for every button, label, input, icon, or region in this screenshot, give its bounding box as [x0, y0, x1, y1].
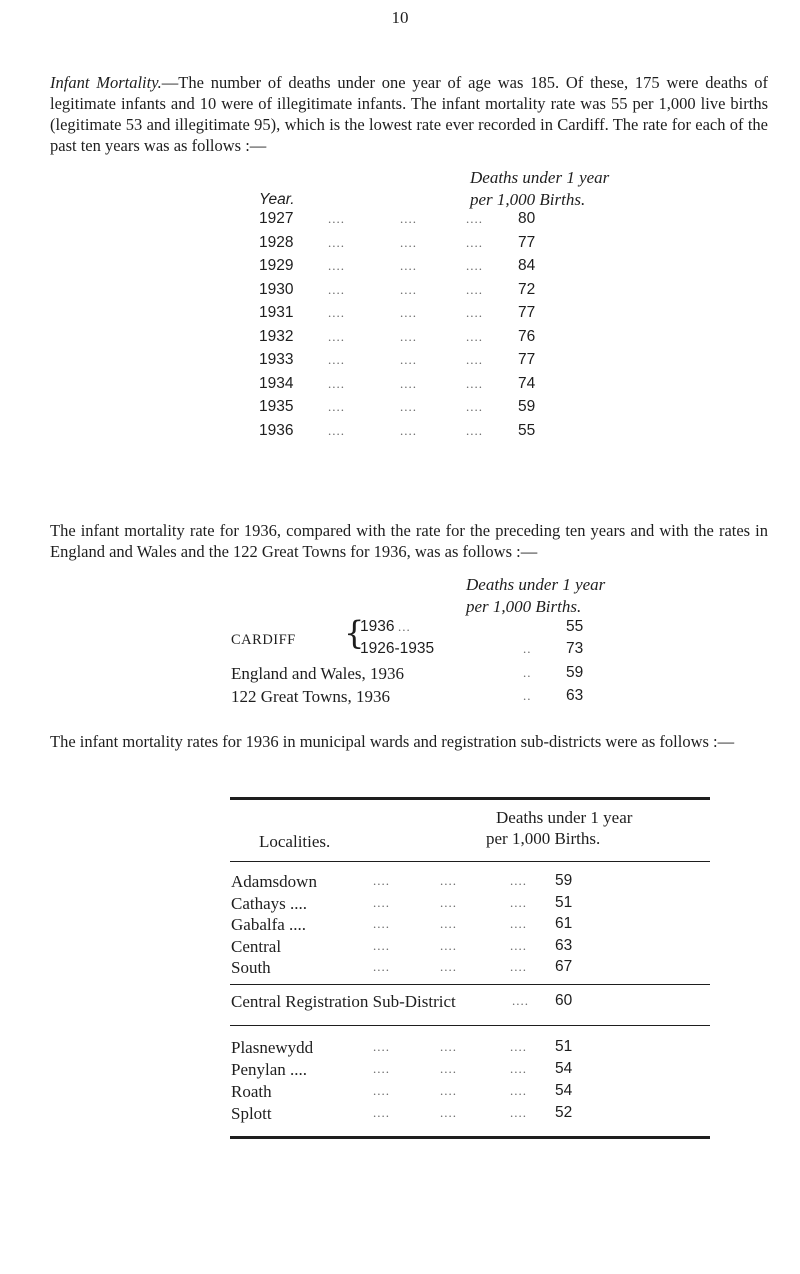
- table-row-rate: 77: [518, 304, 536, 321]
- locality-name: Central: [231, 936, 282, 956]
- t2-cardiff-decade-label: 1926-1935: [360, 640, 435, 657]
- leader-dots: ....: [373, 1105, 390, 1120]
- leader-dots: ....: [510, 1105, 527, 1120]
- leader-dots: ....: [373, 916, 390, 931]
- t3-central-sub-district-name: Central Registration Sub-District: [231, 992, 456, 1011]
- leader-dots: ....: [373, 1083, 390, 1098]
- leader-dots: ....: [400, 328, 417, 344]
- t1-deaths-header-1: Deaths under 1 year: [470, 168, 610, 187]
- table-row-year: 1930: [259, 280, 294, 298]
- leader-dots: ....: [328, 352, 345, 367]
- leader-dots: ....: [400, 399, 417, 414]
- leader-dots: ....: [400, 258, 417, 273]
- leader-dots: ....: [510, 1083, 527, 1098]
- t2-england-label: England and Wales, 1936: [231, 664, 405, 683]
- paragraph-3: The infant mortality rates for 1936 in municipal wards and registration sub-districts were as follows :—: [50, 732, 735, 751]
- locality-name: Splott: [231, 1104, 272, 1123]
- leader-dots: ....: [440, 1061, 457, 1076]
- t3-bottom-rule: [230, 1136, 710, 1139]
- t3-top-rule: [230, 797, 710, 800]
- leader-dots: ....: [373, 1039, 390, 1054]
- locality-rate: 51: [555, 1038, 573, 1055]
- t2-cardiff-decade-value: 73: [566, 640, 584, 657]
- locality-rate: 54: [555, 1060, 573, 1077]
- t3-header-rule: [230, 861, 710, 862]
- leader-dots: ....: [510, 1061, 527, 1076]
- leader-dots: ....: [466, 305, 483, 320]
- locality-name: Roath: [231, 1082, 272, 1101]
- intro-text: —The number of deaths under one year of age was 185. Of these, 175 were deaths of legitimate infants and 10 were of illegitimate infants. The infant mortality rate was 55 per 1,000 live births (legitimate 53 and illegitimate 95), which is the lowest rate ever recorded in Cardiff. The rate for each of the past ten years was as follows :—: [50, 73, 768, 155]
- paragraph-2: The infant mortality rate for 1936, compared with the rate for the preceding ten years and with the rates in England and Wales and the 122 Great Towns for 1936, was as follows :—: [50, 521, 768, 561]
- t3-deaths-header-2: per 1,000 Births.: [486, 829, 601, 848]
- leader-dots: ....: [328, 211, 345, 226]
- leader-dots: ....: [400, 234, 417, 250]
- t3-central-sub-district-rate: 60: [555, 992, 573, 1009]
- leader-dots: ....: [373, 894, 390, 910]
- t3-leader-dots: ....: [512, 993, 529, 1008]
- table-row-year: 1927: [259, 210, 294, 227]
- table-row-year: 1932: [259, 327, 294, 345]
- leader-dots: ....: [510, 894, 527, 910]
- leader-dots: ....: [400, 281, 417, 297]
- leader-dots: ....: [400, 352, 417, 367]
- leader-dots: ....: [328, 281, 345, 297]
- t2-cardiff-label: CARDIFF: [231, 632, 296, 648]
- locality-rate: 67: [555, 958, 573, 975]
- t2-cardiff-brace: {: [344, 614, 365, 652]
- leader-dots: ....: [466, 328, 483, 344]
- leader-dots: ....: [510, 916, 527, 931]
- locality-rate: 54: [555, 1082, 573, 1099]
- leader-dots: ....: [440, 1039, 457, 1054]
- leader-dots: ....: [400, 422, 417, 438]
- table-row-rate: 59: [518, 398, 536, 415]
- t3-localities-header: Localities.: [259, 832, 331, 851]
- leader-dots: ....: [440, 916, 457, 931]
- leader-dots: ....: [328, 375, 345, 391]
- locality-rate: 59: [555, 872, 573, 889]
- table-row-rate: 84: [518, 257, 536, 274]
- t3-deaths-header-1: Deaths under 1 year: [496, 808, 633, 827]
- leader-dots: ....: [400, 375, 417, 391]
- leader-dots: ....: [466, 258, 483, 273]
- leader-dots: ....: [373, 873, 390, 888]
- t1-deaths-header-2: per 1,000 Births.: [470, 190, 586, 209]
- leader-dots: ....: [466, 211, 483, 226]
- table-row-year: 1933: [259, 351, 294, 368]
- locality-rate: 52: [555, 1104, 573, 1121]
- leader-dots: ....: [328, 399, 345, 414]
- leader-dots: ....: [510, 959, 527, 974]
- table-row-year: 1929: [259, 257, 294, 274]
- table-row-year: 1934: [259, 374, 294, 392]
- leader-dots: ....: [373, 937, 390, 953]
- table-row-rate: 76: [518, 327, 536, 345]
- leader-dots: ....: [466, 352, 483, 367]
- table-row-year: 1936: [259, 421, 294, 439]
- t2-leader-dots: ..: [523, 641, 532, 656]
- locality-name: South: [231, 958, 271, 977]
- page-number: 10: [391, 8, 409, 27]
- t2-cardiff-1936-label: 1936: [360, 618, 395, 635]
- t3-divider-rule: [230, 1025, 710, 1026]
- leader-dots: ....: [328, 305, 345, 320]
- locality-name: Penylan ....: [231, 1060, 308, 1079]
- t2-towns-value: 63: [566, 687, 584, 704]
- table-row-rate: 55: [518, 421, 536, 439]
- leader-dots: ....: [510, 873, 527, 888]
- table-row-year: 1931: [259, 304, 294, 321]
- t2-england-value: 59: [566, 664, 584, 681]
- locality-rate: 63: [555, 936, 573, 954]
- table-row-rate: 77: [518, 233, 536, 251]
- leader-dots: ....: [466, 281, 483, 297]
- intro-lead: Infant Mortality.: [50, 73, 162, 92]
- leader-dots: ....: [328, 258, 345, 273]
- t2-leader-dots: ...: [398, 619, 411, 634]
- locality-rate: 51: [555, 893, 573, 911]
- t2-deaths-header-2: per 1,000 Births.: [466, 597, 582, 616]
- leader-dots: ....: [440, 959, 457, 974]
- leader-dots: ....: [328, 234, 345, 250]
- t2-leader-dots: ..: [523, 665, 532, 680]
- leader-dots: ....: [466, 234, 483, 250]
- leader-dots: ....: [400, 305, 417, 320]
- locality-name: Gabalfa ....: [231, 915, 307, 934]
- table-row-rate: 77: [518, 351, 536, 368]
- leader-dots: ....: [510, 937, 527, 953]
- leader-dots: ....: [466, 422, 483, 438]
- leader-dots: ....: [440, 1105, 457, 1120]
- table-row-year: 1928: [259, 233, 294, 251]
- table-row-rate: 80: [518, 210, 536, 227]
- t2-leader-dots: ..: [523, 688, 532, 703]
- leader-dots: ....: [510, 1039, 527, 1054]
- locality-rate: 61: [555, 915, 573, 932]
- t1-year-header: Year.: [259, 191, 295, 208]
- t3-divider-rule: [230, 984, 710, 985]
- leader-dots: ....: [373, 1061, 390, 1076]
- leader-dots: ....: [466, 375, 483, 391]
- leader-dots: ....: [440, 894, 457, 910]
- t2-deaths-header-1: Deaths under 1 year: [466, 575, 606, 594]
- locality-name: Plasnewydd: [231, 1038, 314, 1057]
- leader-dots: ....: [440, 937, 457, 953]
- t2-towns-label: 122 Great Towns, 1936: [231, 687, 391, 706]
- table-row-rate: 72: [518, 280, 536, 298]
- leader-dots: ....: [328, 422, 345, 438]
- locality-name: Adamsdown: [231, 872, 317, 891]
- leader-dots: ....: [373, 959, 390, 974]
- leader-dots: ....: [466, 399, 483, 414]
- leader-dots: ....: [440, 873, 457, 888]
- table-row-rate: 74: [518, 374, 536, 392]
- leader-dots: ....: [440, 1083, 457, 1098]
- leader-dots: ....: [400, 211, 417, 226]
- t2-cardiff-1936-value: 55: [566, 618, 584, 635]
- intro-paragraph: [50, 72, 768, 156]
- locality-name: Cathays ....: [231, 893, 308, 913]
- leader-dots: ....: [328, 328, 345, 344]
- table-row-year: 1935: [259, 398, 294, 415]
